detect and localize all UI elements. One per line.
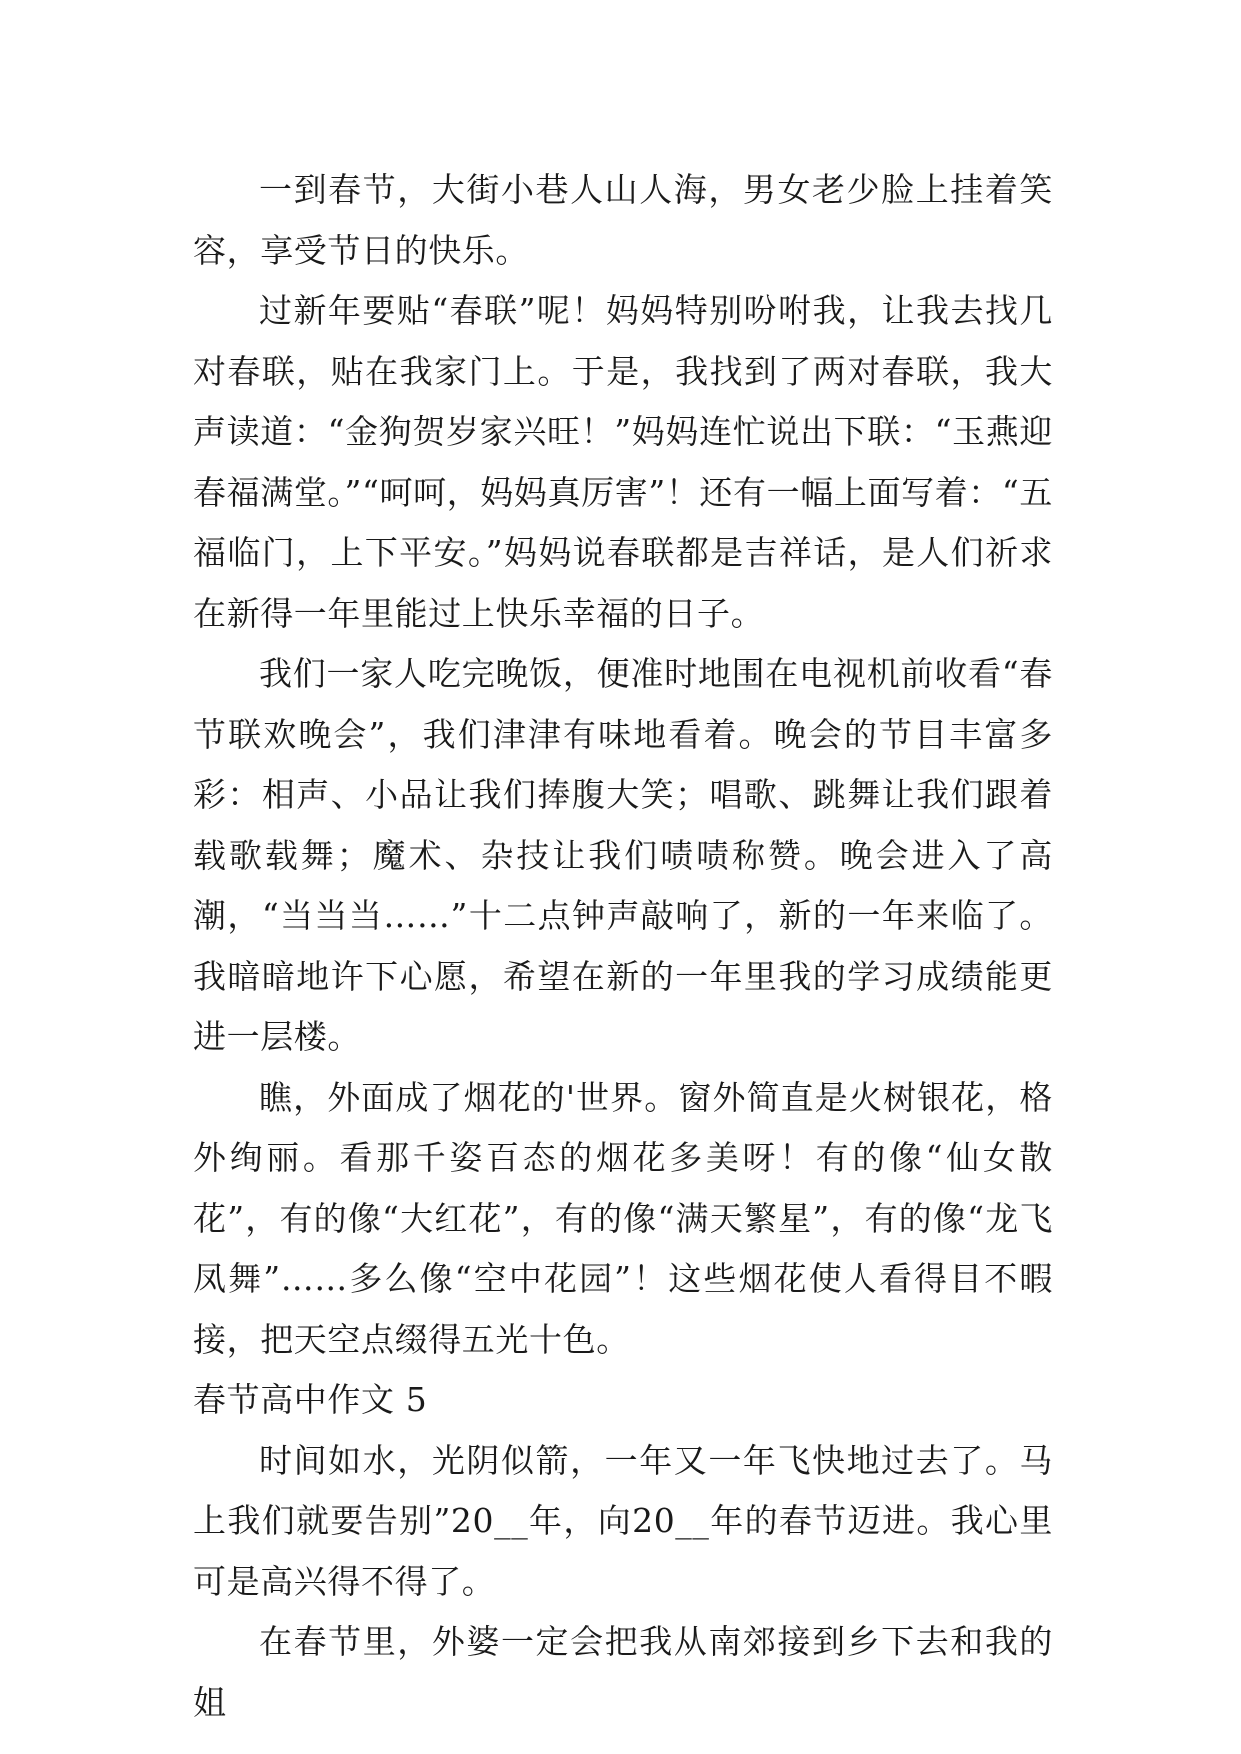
section-title: 春节高中作文 5 [193, 1380, 428, 1419]
paragraph-gala-evening: 我们一家人吃完晚饭，便准时地围在电视机前收看“春节联欢晚会”，我们津津有味地看着。晚会的节目丰富多彩：相声、小品让我们捧腹大笑；唱歌、跳舞让我们跟着载歌载舞；魔术、杂技让我们啧啧称赞。晚会进入了高潮，“当当当……”十二点钟声敲响了，新的一年来临了。我暗暗地许下心愿，希望在新的一年里我的学习成绩能更进一层楼。 [193, 654, 1053, 1056]
paragraph-festival-crowds: 一到春节，大街小巷人山人海，男女老少脸上挂着笑容，享受节日的快乐。 [193, 170, 1053, 270]
paragraph-grandma-village: 在春节里，外婆一定会把我从南郊接到乡下去和我的姐 [193, 1622, 1053, 1722]
paragraph-fireworks: 瞧，外面成了烟花的'世界。窗外简直是火树银花，格外绚丽。看那千姿百态的烟花多美呀！有的像“仙女散花”，有的像“大红花”，有的像“满天繁星”，有的像“龙飞凤舞”……多么像“空中花园”！这些烟花使人看得目不暇接，把天空点缀得五光十色。 [193, 1077, 1053, 1359]
document-body [193, 160, 1053, 1733]
paragraph-time-flies: 时间如水，光阴似箭，一年又一年飞快地过去了。马上我们就要告别”20__年，向20__年的春节迈进。我心里可是高兴得不得了。 [193, 1440, 1053, 1601]
paragraph-spring-couplets: 过新年要贴“春联”呢！妈妈特别吩咐我，让我去找几对春联，贴在我家门上。于是，我找到了两对春联，我大声读道：“金狗贺岁家兴旺！”妈妈连忙说出下联：“玉燕迎春福满堂。”“呵呵，妈妈真厉害”！还有一幅上面写着：“五福临门，上下平安。”妈妈说春联都是吉祥话，是人们祈求在新得一年里能过上快乐幸福的日子。 [193, 291, 1053, 633]
